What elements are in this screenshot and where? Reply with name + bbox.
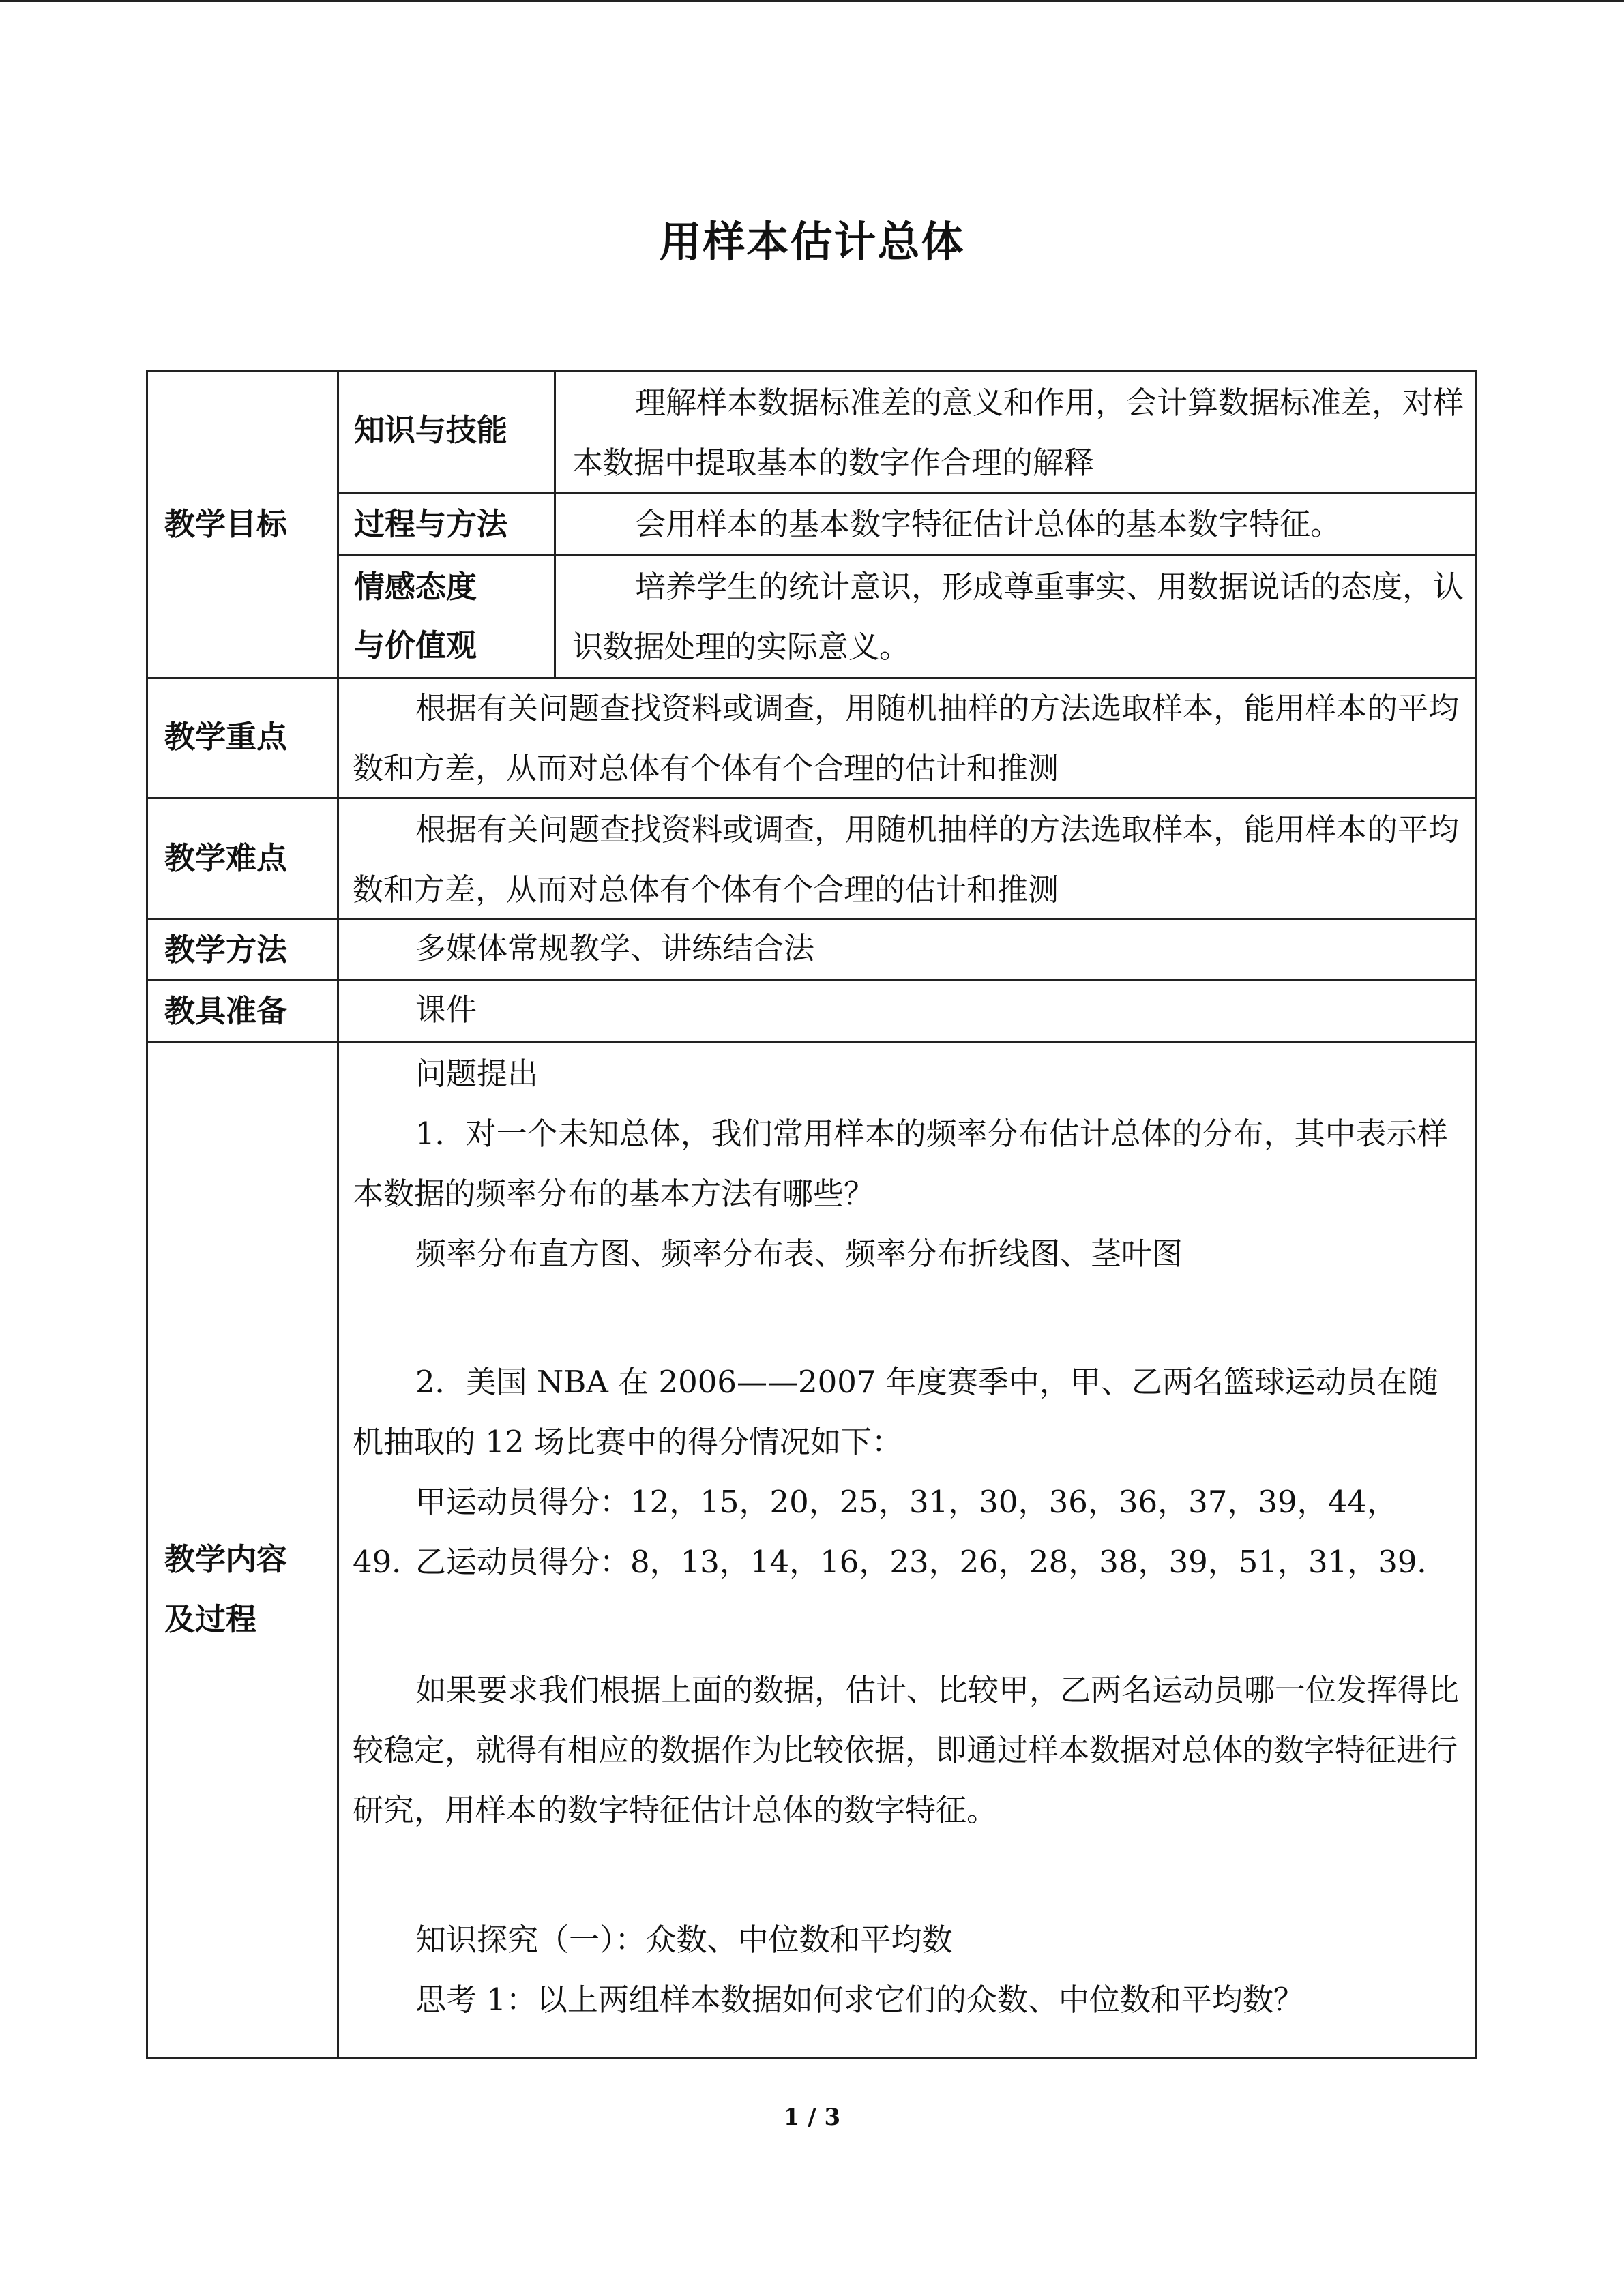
- content-answer-1: 频率分布直方图、频率分布表、频率分布折线图、茎叶图: [415, 1236, 1183, 1272]
- method-label: 教学方法: [164, 931, 288, 968]
- key-points-text: 根据有关问题查找资料或调查，用随机抽样的方法选取样本，能用样本的平均数和方差，从而对总体有个体有个合理的估计和推测: [353, 690, 1460, 786]
- key-points-label: 教学重点: [164, 719, 288, 755]
- content-paragraph-comparison: 如果要求我们根据上面的数据，估计、比较甲，乙两名运动员哪一位发挥得比较稳定，就得有相应的数据作为比较依据，即通过样本数据对总体的数字特征进行研究，用样本的数字特征估计总体的数字特征。: [353, 1672, 1460, 1828]
- page-top-rule: [0, 0, 1624, 2]
- content-question-1: 1．对一个未知总体，我们常用样本的频率分布估计总体的分布，其中表示样本数据的频率分布的基本方法有哪些？: [353, 1116, 1448, 1212]
- page-title: 用样本估计总体: [659, 217, 965, 267]
- content-label-line2: 及过程: [164, 1601, 257, 1637]
- content-thinking-1: 思考 1：以上两组样本数据如何求它们的众数、中位数和平均数？: [415, 1982, 1304, 2018]
- method-text: 多媒体常规教学、讲练结合法: [415, 930, 815, 966]
- objective-knowledge-text: 理解样本数据标准差的意义和作用，会计算数据标准差，对样本数据中提取基本的数字作合理的解释: [572, 385, 1464, 481]
- objective-attitude-label-line1: 情感态度: [354, 569, 477, 605]
- page-number: 1 / 3: [783, 2104, 841, 2131]
- objective-attitude-label-line2: 与价值观: [354, 627, 477, 664]
- table-divider: [337, 372, 339, 2057]
- content-question-2: 2．美国 NBA 在 2006——2007 年度赛季中，甲、乙两名篮球运动员在随机抽取的 12 场比赛中的得分情况如下：: [353, 1364, 1438, 1460]
- content-label-line1: 教学内容: [164, 1541, 288, 1577]
- content-exploration-heading: 知识探究（一）：众数、中位数和平均数: [415, 1922, 953, 1958]
- difficulties-text: 根据有关问题查找资料或调查，用随机抽样的方法选取样本，能用样本的平均数和方差，从而对总体有个体有个合理的估计和推测: [353, 811, 1460, 908]
- table-divider: [554, 372, 556, 677]
- objective-process-text: 会用样本的基本数字特征估计总体的基本数字特征。: [635, 506, 1342, 542]
- content-heading-question: 问题提出: [415, 1056, 539, 1092]
- objectives-label: 教学目标: [164, 506, 288, 542]
- objective-process-label: 过程与方法: [354, 506, 508, 542]
- tools-label: 教具准备: [164, 993, 288, 1029]
- difficulties-label: 教学难点: [164, 840, 288, 876]
- objective-knowledge-label: 知识与技能: [354, 412, 508, 448]
- objective-attitude-text: 培养学生的统计意识，形成尊重事实、用数据说话的态度，认识数据处理的实际意义。: [572, 569, 1464, 665]
- tools-text: 课件: [415, 992, 477, 1028]
- table-divider: [148, 1041, 1477, 1043]
- lesson-plan-table: [146, 370, 1477, 2059]
- content-player-a-scores: 甲运动员得分：12，15，20，25，31，30，36，36，37，39，44，49．: [353, 1484, 1398, 1580]
- content-player-b-scores: 乙运动员得分：8，13，14，16，23，26，28，38，39，51，31，39．: [415, 1544, 1448, 1580]
